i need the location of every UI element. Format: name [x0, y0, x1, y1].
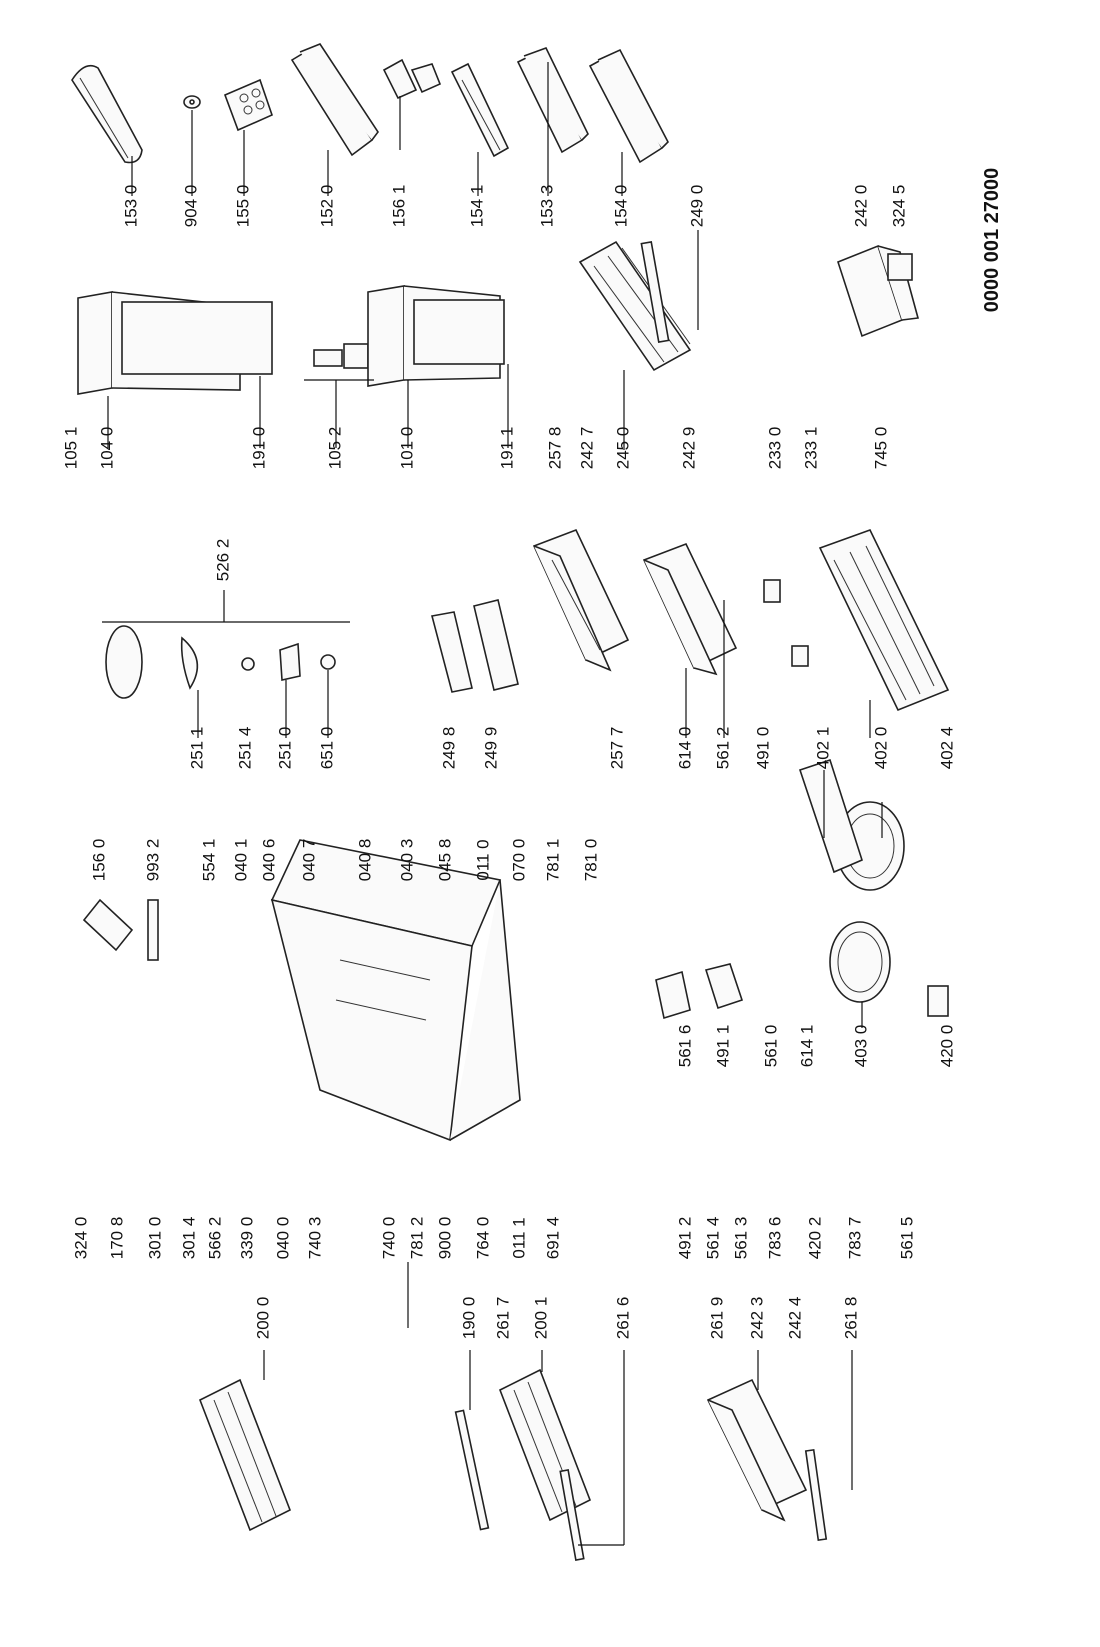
part-label-200-0: 200 0 — [253, 1296, 273, 1340]
part-drawing-561-6 — [656, 972, 690, 1018]
part-label-257-7: 257 7 — [607, 726, 627, 770]
part-label-154-1: 154 1 — [467, 184, 487, 228]
part-label-154-0: 154 0 — [611, 184, 631, 228]
part-label-781-1: 781 1 — [543, 838, 563, 882]
part-label-191-0: 191 0 — [249, 426, 269, 470]
part-drawing-105-2 — [314, 344, 368, 368]
part-label-105-2: 105 2 — [325, 426, 345, 470]
part-label-781-0: 781 0 — [581, 838, 601, 882]
part-label-040-6: 040 6 — [259, 838, 279, 882]
part-label-745-0: 745 0 — [871, 426, 891, 470]
part-label-651-0: 651 0 — [317, 726, 337, 770]
part-label-251-1: 251 1 — [187, 726, 207, 770]
part-label-233-1: 233 1 — [801, 426, 821, 470]
part-label-249-9: 249 9 — [481, 726, 501, 770]
part-label-561-2: 561 2 — [713, 726, 733, 770]
part-drawing-233-0 — [764, 580, 780, 602]
part-drawing-745-0 — [820, 530, 948, 710]
part-label-045-8: 045 8 — [435, 838, 455, 882]
part-label-153-0: 153 0 — [121, 184, 141, 228]
part-label-561-5: 561 5 — [897, 1216, 917, 1260]
part-label-526-2: 526 2 — [213, 538, 233, 582]
document-number: 0000 001 27000 — [981, 167, 1003, 313]
part-label-402-1: 402 1 — [813, 726, 833, 770]
part-drawing-154-0 — [590, 50, 668, 162]
part-label-491-1: 491 1 — [713, 1024, 733, 1068]
part-label-242-0: 242 0 — [851, 184, 871, 228]
part-drawing-904-0 — [184, 96, 200, 108]
part-label-993-2: 993 2 — [143, 838, 163, 882]
part-label-561-4: 561 4 — [703, 1216, 723, 1260]
part-label-233-0: 233 0 — [765, 426, 785, 470]
part-drawing-155-0 — [225, 80, 272, 130]
part-label-403-0: 403 0 — [851, 1024, 871, 1068]
part-drawing-104-0 — [78, 292, 272, 394]
part-label-190-0: 190 0 — [459, 1296, 479, 1340]
part-label-152-0: 152 0 — [317, 184, 337, 228]
part-drawing-242-3 — [708, 1380, 806, 1520]
part-label-561-3: 561 3 — [731, 1216, 751, 1260]
part-label-324-5: 324 5 — [889, 184, 909, 228]
part-label-261-6: 261 6 — [613, 1296, 633, 1340]
part-drawing-242-9 — [644, 544, 736, 674]
part-label-040-0: 040 0 — [273, 1216, 293, 1260]
part-drawing-242-0 — [838, 246, 918, 336]
part-label-257-8: 257 8 — [545, 426, 565, 470]
part-drawing-420-0 — [928, 986, 948, 1016]
part-drawing-cabinet-740-0 — [272, 840, 520, 1140]
part-label-105-1: 105 1 — [61, 426, 81, 470]
part-label-402-4: 402 4 — [937, 726, 957, 770]
part-drawing-156-0 — [84, 900, 132, 950]
part-label-781-2: 781 2 — [407, 1216, 427, 1260]
part-label-566-2: 566 2 — [205, 1216, 225, 1260]
part-label-156-0: 156 0 — [89, 838, 109, 882]
part-label-104-0: 104 0 — [97, 426, 117, 470]
part-label-420-2: 420 2 — [805, 1216, 825, 1260]
part-label-170-8: 170 8 — [107, 1216, 127, 1260]
part-label-261-8: 261 8 — [841, 1296, 861, 1340]
part-label-402-0: 402 0 — [871, 726, 891, 770]
part-drawing-153-3 — [518, 48, 588, 152]
part-label-040-7: 040 7 — [299, 838, 319, 882]
part-drawing-403-0 — [830, 922, 890, 1002]
part-drawing-200-1 — [500, 1370, 590, 1520]
part-label-040-1: 040 1 — [231, 838, 251, 882]
part-label-040-3: 040 3 — [397, 838, 417, 882]
part-label-904-0: 904 0 — [181, 184, 201, 228]
part-label-153-3: 153 3 — [537, 184, 557, 228]
part-label-011-0: 011 0 — [473, 839, 493, 881]
part-label-242-4: 242 4 — [785, 1296, 805, 1340]
part-label-249-8: 249 8 — [439, 726, 459, 770]
part-label-324-0: 324 0 — [71, 1216, 91, 1260]
part-drawing-200-0 — [200, 1380, 290, 1530]
part-label-242-9: 242 9 — [679, 426, 699, 470]
part-label-301-0: 301 0 — [145, 1216, 165, 1260]
part-label-554-1: 554 1 — [199, 838, 219, 882]
part-label-242-3: 242 3 — [747, 1296, 767, 1340]
part-label-561-6: 561 6 — [675, 1024, 695, 1068]
part-drawing-491-1 — [706, 964, 742, 1008]
part-label-200-1: 200 1 — [531, 1296, 551, 1340]
part-drawing-152-0 — [292, 44, 378, 155]
part-label-491-2: 491 2 — [675, 1216, 695, 1260]
part-label-339-0: 339 0 — [237, 1216, 257, 1260]
part-drawing-101-0 — [368, 286, 504, 386]
part-label-900-0: 900 0 — [435, 1216, 455, 1260]
part-drawing-190-0 — [456, 1410, 489, 1529]
part-drawing-242-7 — [534, 530, 628, 670]
part-drawing-526-2 — [106, 626, 335, 698]
part-drawing-249-9 — [474, 600, 518, 690]
part-label-301-4: 301 4 — [179, 1216, 199, 1260]
part-drawing-249-8 — [432, 612, 472, 692]
part-drawing-245-0 — [580, 242, 690, 370]
part-label-155-0: 155 0 — [233, 184, 253, 228]
part-label-249-0: 249 0 — [687, 184, 707, 228]
part-label-691-4: 691 4 — [543, 1216, 563, 1260]
part-label-764-0: 764 0 — [473, 1216, 493, 1260]
part-label-261-7: 261 7 — [493, 1296, 513, 1340]
part-label-011-1: 011 1 — [509, 1217, 529, 1259]
part-label-156-1: 156 1 — [389, 184, 409, 228]
part-label-040-8: 040 8 — [355, 838, 375, 882]
part-label-261-9: 261 9 — [707, 1296, 727, 1340]
part-drawing-233-1 — [792, 646, 808, 666]
part-drawing-154-1 — [452, 64, 508, 156]
part-label-740-0: 740 0 — [379, 1216, 399, 1260]
part-label-614-1: 614 1 — [797, 1024, 817, 1068]
part-label-561-0: 561 0 — [761, 1024, 781, 1068]
part-drawing-261-8 — [806, 1450, 826, 1540]
part-label-491-0: 491 0 — [753, 726, 773, 770]
part-label-740-3: 740 3 — [305, 1216, 325, 1260]
part-label-245-0: 245 0 — [613, 426, 633, 470]
part-label-783-7: 783 7 — [845, 1216, 865, 1260]
part-label-251-0: 251 0 — [275, 726, 295, 770]
part-label-191-1: 191 1 — [497, 426, 517, 470]
part-drawing-156-1 — [384, 60, 440, 98]
part-label-251-4: 251 4 — [235, 726, 255, 770]
part-label-101-0: 101 0 — [397, 426, 417, 470]
part-label-242-7: 242 7 — [577, 426, 597, 470]
part-drawing-153-0 — [72, 66, 142, 163]
part-label-420-0: 420 0 — [937, 1024, 957, 1068]
part-label-783-6: 783 6 — [765, 1216, 785, 1260]
part-label-070-0: 070 0 — [509, 838, 529, 882]
part-drawing-993-2 — [148, 900, 158, 960]
part-label-614-0: 614 0 — [675, 726, 695, 770]
